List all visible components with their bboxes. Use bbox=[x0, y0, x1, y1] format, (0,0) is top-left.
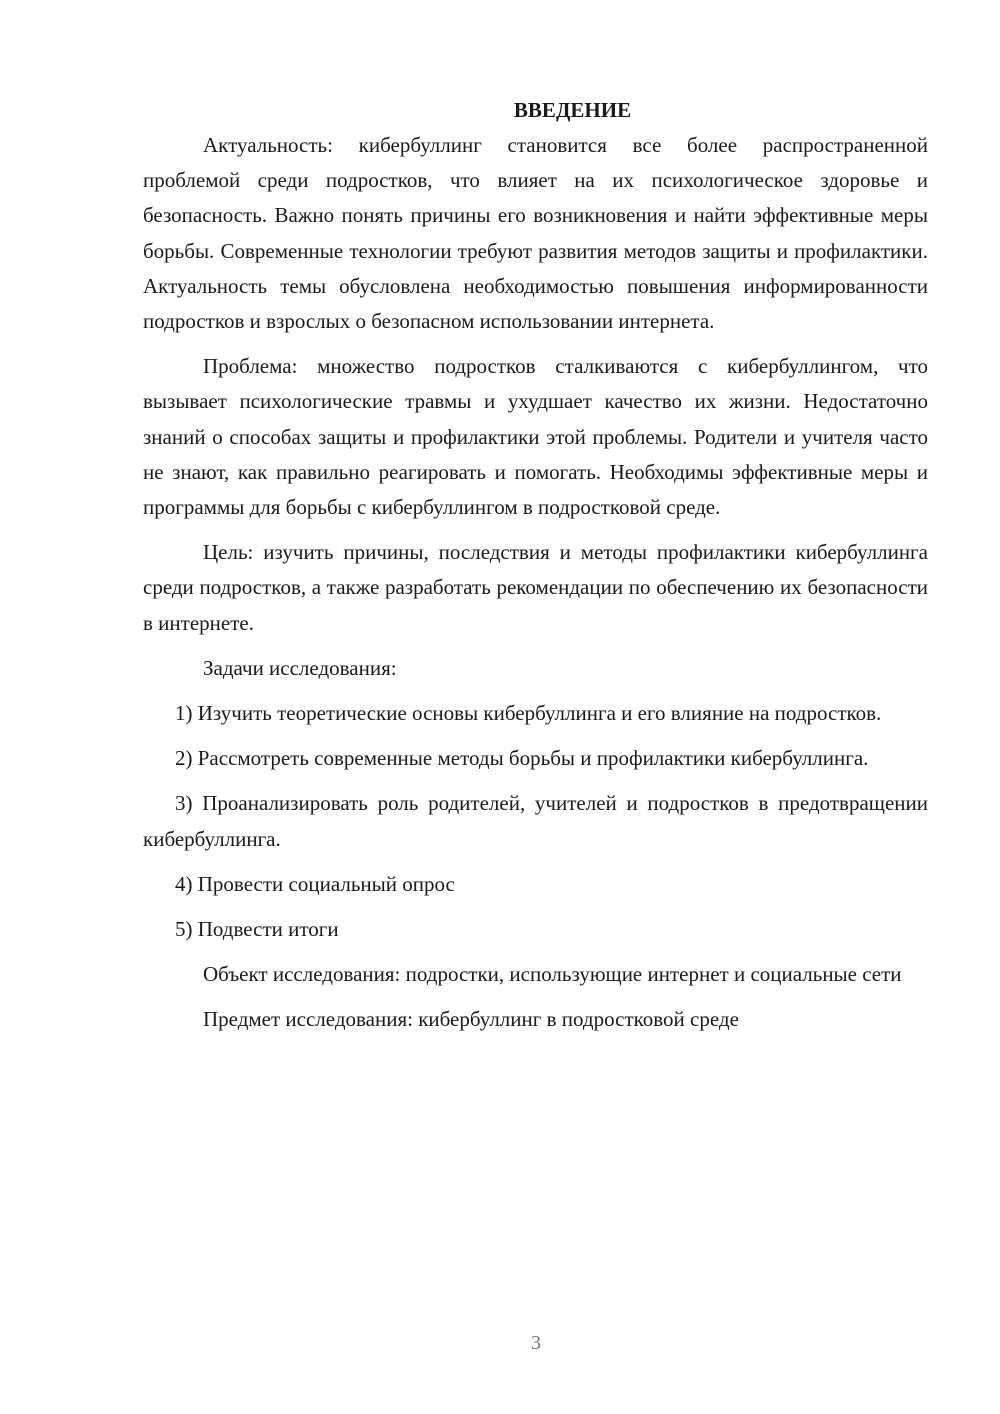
page-number: 3 bbox=[531, 1332, 541, 1354]
tasks-title: Задачи исследования: bbox=[203, 655, 397, 680]
task-item-4: 4) Провести социальный опрос bbox=[175, 871, 455, 896]
task-item-3: 3) Проанализировать роль родителей, учителей и подростков в предотвращении кибербуллинга. bbox=[143, 791, 928, 851]
object-paragraph: Объект исследования: подростки, использующие интернет и социальные сети bbox=[203, 962, 902, 987]
goal-paragraph: Цель: изучить причины, последствия и методы профилактики кибербуллинга среди подростков, а также разработать рекомендации по обеспечению их безопасности в интернете. bbox=[143, 540, 928, 635]
relevance-paragraph: Актуальность: кибербуллинг становится все более распространенной проблемой среди подростков, что влияет на их психологическое здоровье и безопасность. Важно понять причины его возникновения и найти эффективные меры борьбы. Современные технологии требуют развития методов защиты и профилактики. Актуальность темы обусловлена необходимостью повышения информированности подростков и взрослых о безопасном использовании интернета. bbox=[143, 133, 928, 334]
task-item-2: 2) Рассмотреть современные методы борьбы и профилактики кибербуллинга. bbox=[175, 746, 869, 771]
task-item-1: 1) Изучить теоретические основы кибербуллинга и его влияние на подростков. bbox=[175, 701, 882, 726]
document-body bbox=[143, 93, 928, 1038]
problem-paragraph: Проблема: множество подростков сталкиваются с кибербуллингом, что вызывает психологические травмы и ухудшает качество их жизни. Недостаточно знаний о способах защиты и профилактики этой проблемы. Родители и учителя часто не знают, как правильно реагировать и помогать. Необходимы эффективные меры и программы для борьбы с кибербуллингом в подростковой среде. bbox=[143, 354, 928, 520]
task-item-5: 5) Подвести итоги bbox=[175, 917, 339, 942]
section-heading: ВВЕДЕНИЕ bbox=[513, 98, 632, 122]
subject-paragraph: Предмет исследования: кибербуллинг в подростковой среде bbox=[203, 1007, 739, 1032]
